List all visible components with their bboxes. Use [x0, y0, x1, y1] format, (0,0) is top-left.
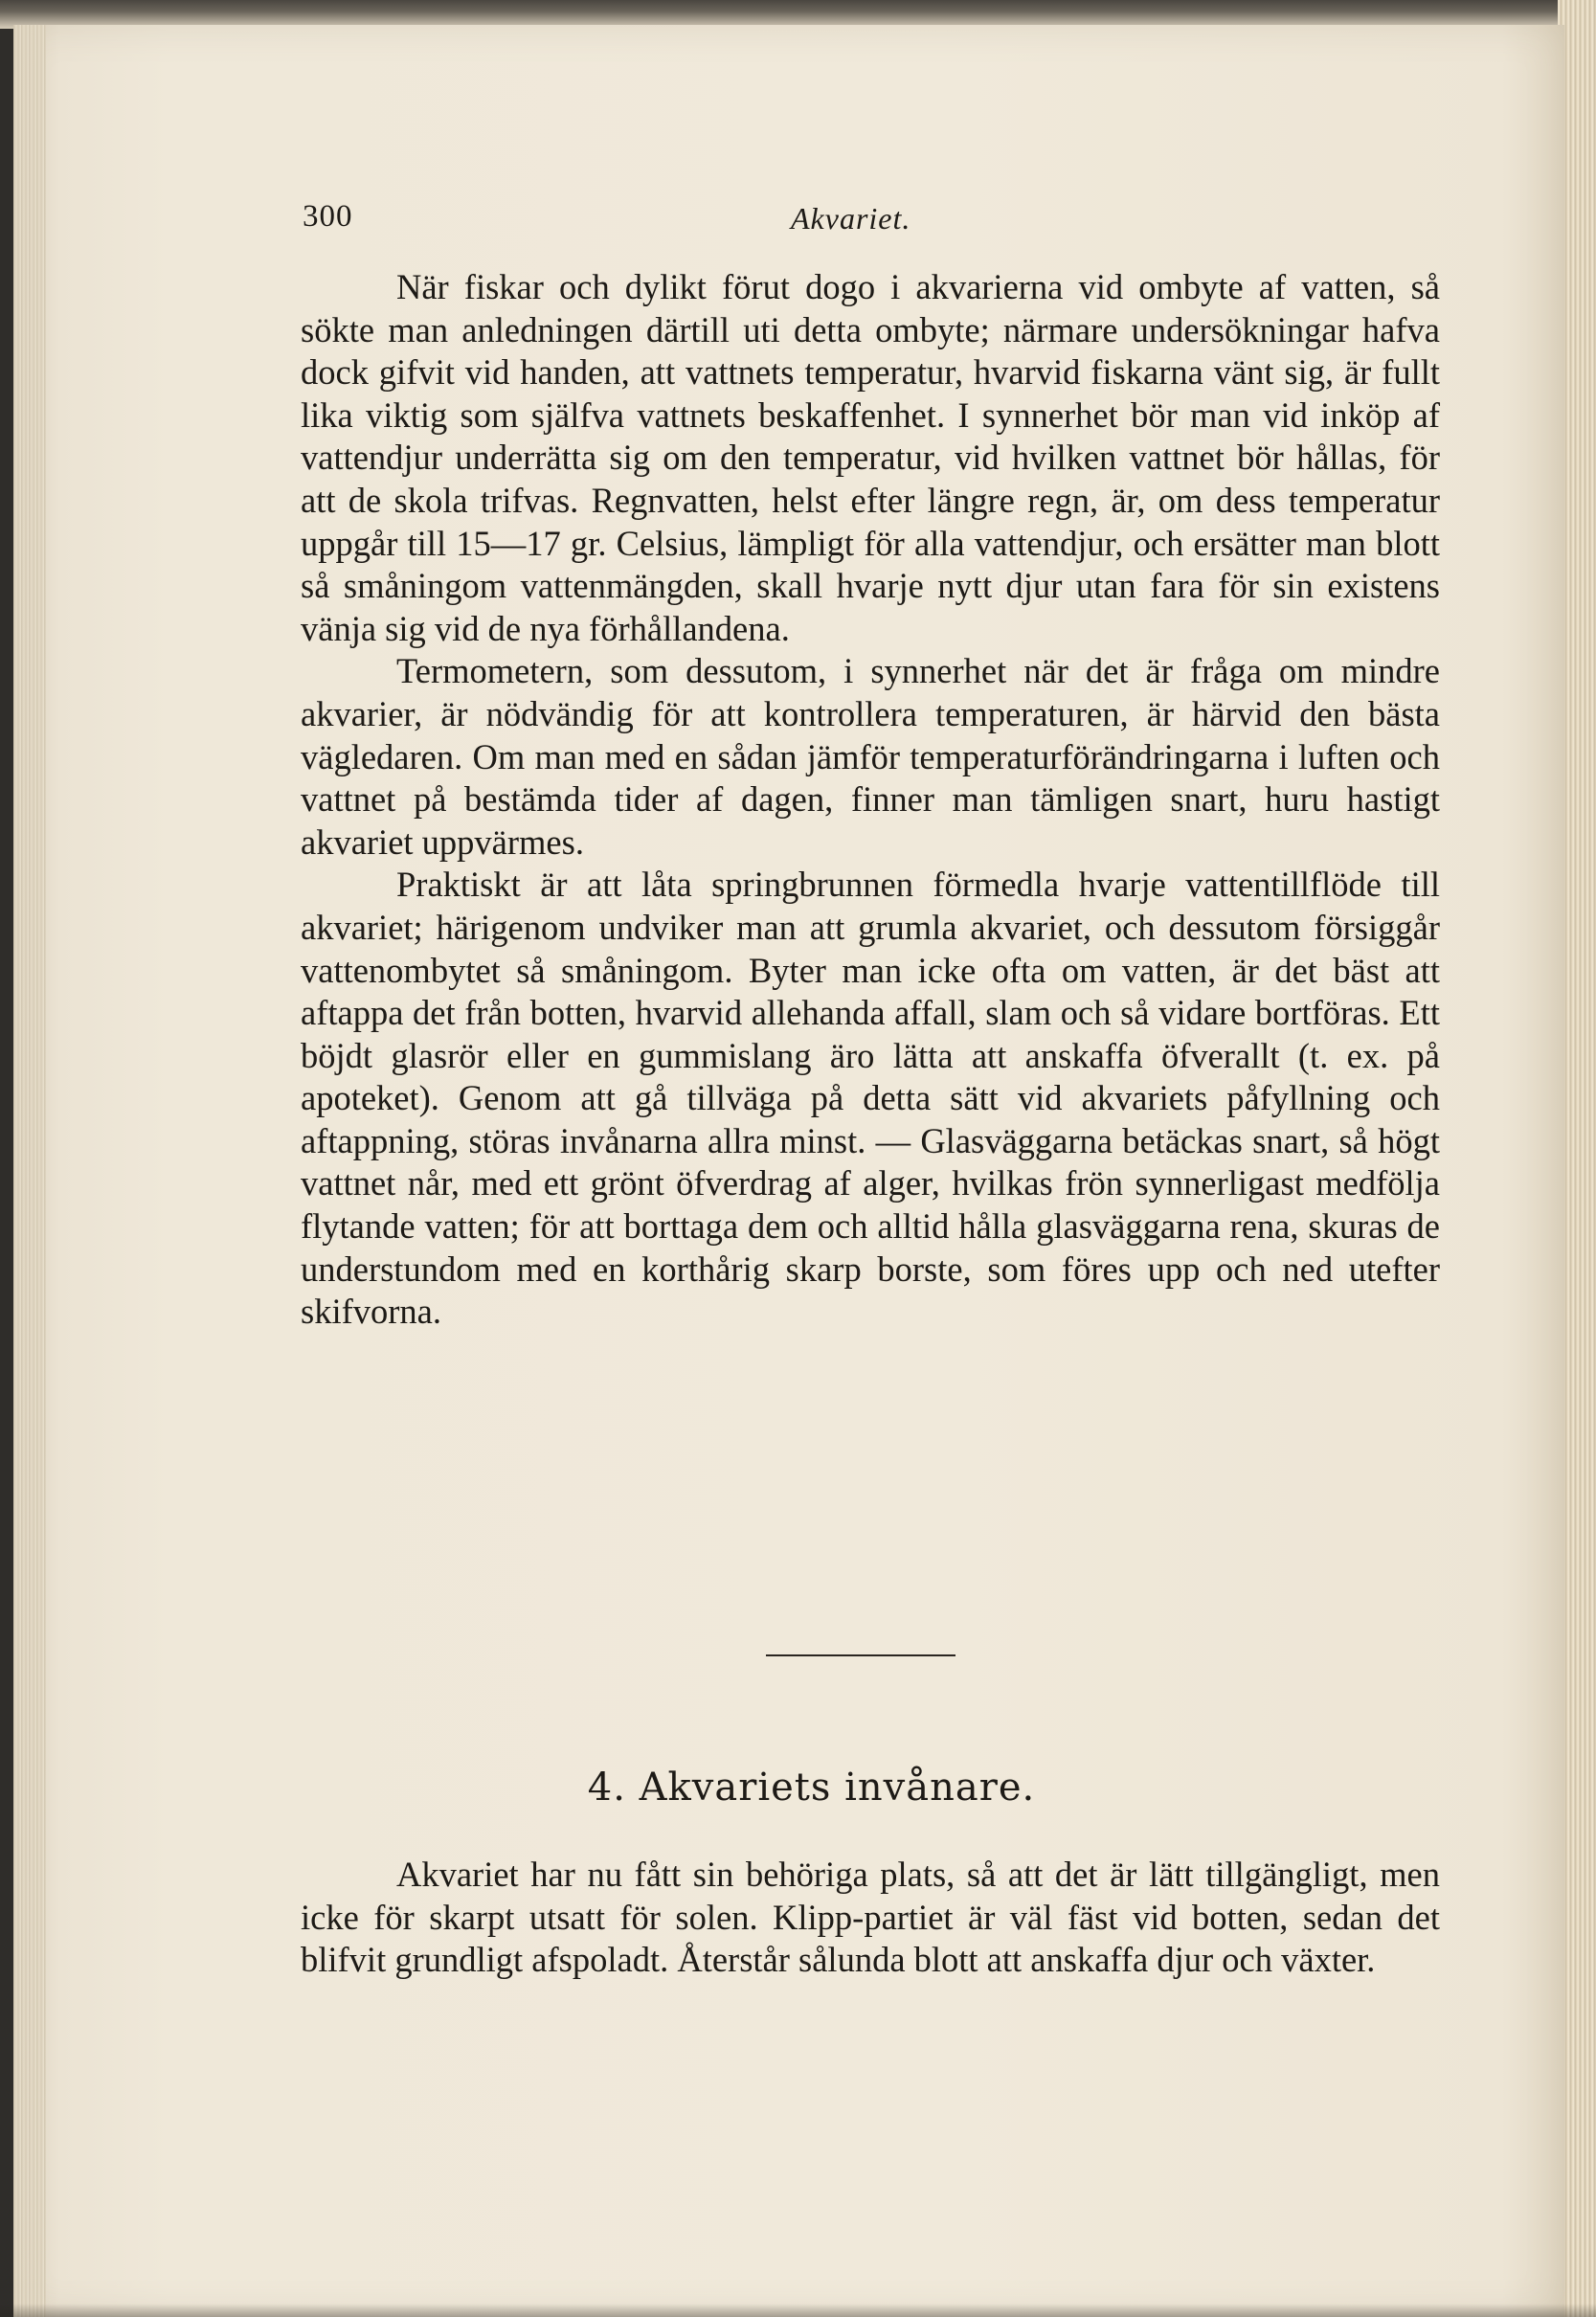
paragraph: Termometern, som dessutom, i synnerhet när det är fråga om mindre akvarier, är nödvändig för att kontrollera temperaturen, är härvid den bästa vägledaren. Om man med en sådan jämför temperaturförändringarna i luften och vattnet på bestämda tider af dagen, finner man tämligen snart, huru hastigt akvariet uppvärmes.: [301, 651, 1440, 862]
page-paper: [13, 25, 1564, 2317]
paragraph: När fiskar och dylikt förut dogo i akvarierna vid ombyte af vatten, så sökte man anledningen därtill uti detta ombyte; närmare undersökningar hafva dock gifvit vid handen, att vattnets temperatur, hvarvid fiskarna vänt sig, är fullt lika viktig som själfva vattnets beskaffenhet. I synnerhet bör man vid inköp af vattendjur underrätta sig om den temperatur, vid hvilken vattnet bör hållas, för att de skola trifvas. Regnvatten, helst efter längre regn, är, om dess temperatur uppgår till 15—17 gr. Celsius, lämpligt för alla vattendjur, och ersätter man blott så småningom vattenmängden, skall hvarje nytt djur utan fara för sin existens vänja sig vid de nya förhållandena.: [301, 267, 1440, 648]
paragraph: Praktiskt är att låta springbrunnen förmedla hvarje vattentillflöde till akvariet; härigenom undviker man att grumla akvariet, och dessutom försiggår vattenombytet så småningom. Byter man icke ofta om vatten, är det bäst att aftappa det från botten, hvarvid allehanda affall, slam och så vidare bortföras. Ett böjdt glasrör eller en gummislang äro lätta att anskaffa öfverallt (t. ex. på apoteket). Genom att gå tillväga på detta sätt vid akvariets påfyllning och aftappning, störas invånarna allra minst. — Glasväggarna betäckas snart, så högt vattnet når, med ett grönt öfverdrag af alger, hvilkas frön synnerligast medfölja flytande vatten; för att borttaga dem och alltid hålla glasväggarna rena, skuras de understundom med en korthårig skarp borste, som föres upp och ned utefter skifvorna.: [301, 865, 1440, 1332]
section-heading: 4. Akvariets invånare.: [587, 1766, 1036, 1810]
section-1-body: [301, 266, 1440, 1334]
book-spine-gutter: [13, 25, 46, 2317]
section-divider-rule: [766, 1654, 955, 1656]
page-number: 300: [303, 199, 353, 234]
bottom-edge-shadow: [0, 2304, 1596, 2317]
paragraph: Akvariet har nu fått sin behöriga plats, så att det är lätt tillgängligt, men icke för skarpt utsatt för solen. Klipp-partiet är väl fäst vid botten, sedan det blifvit grundligt afspoladt. Återstår sålunda blott att anskaffa djur och växter.: [301, 1855, 1440, 1980]
section-2-body: [301, 1854, 1440, 1982]
running-header: [13, 25, 1564, 274]
running-title: Akvariet.: [791, 201, 911, 236]
